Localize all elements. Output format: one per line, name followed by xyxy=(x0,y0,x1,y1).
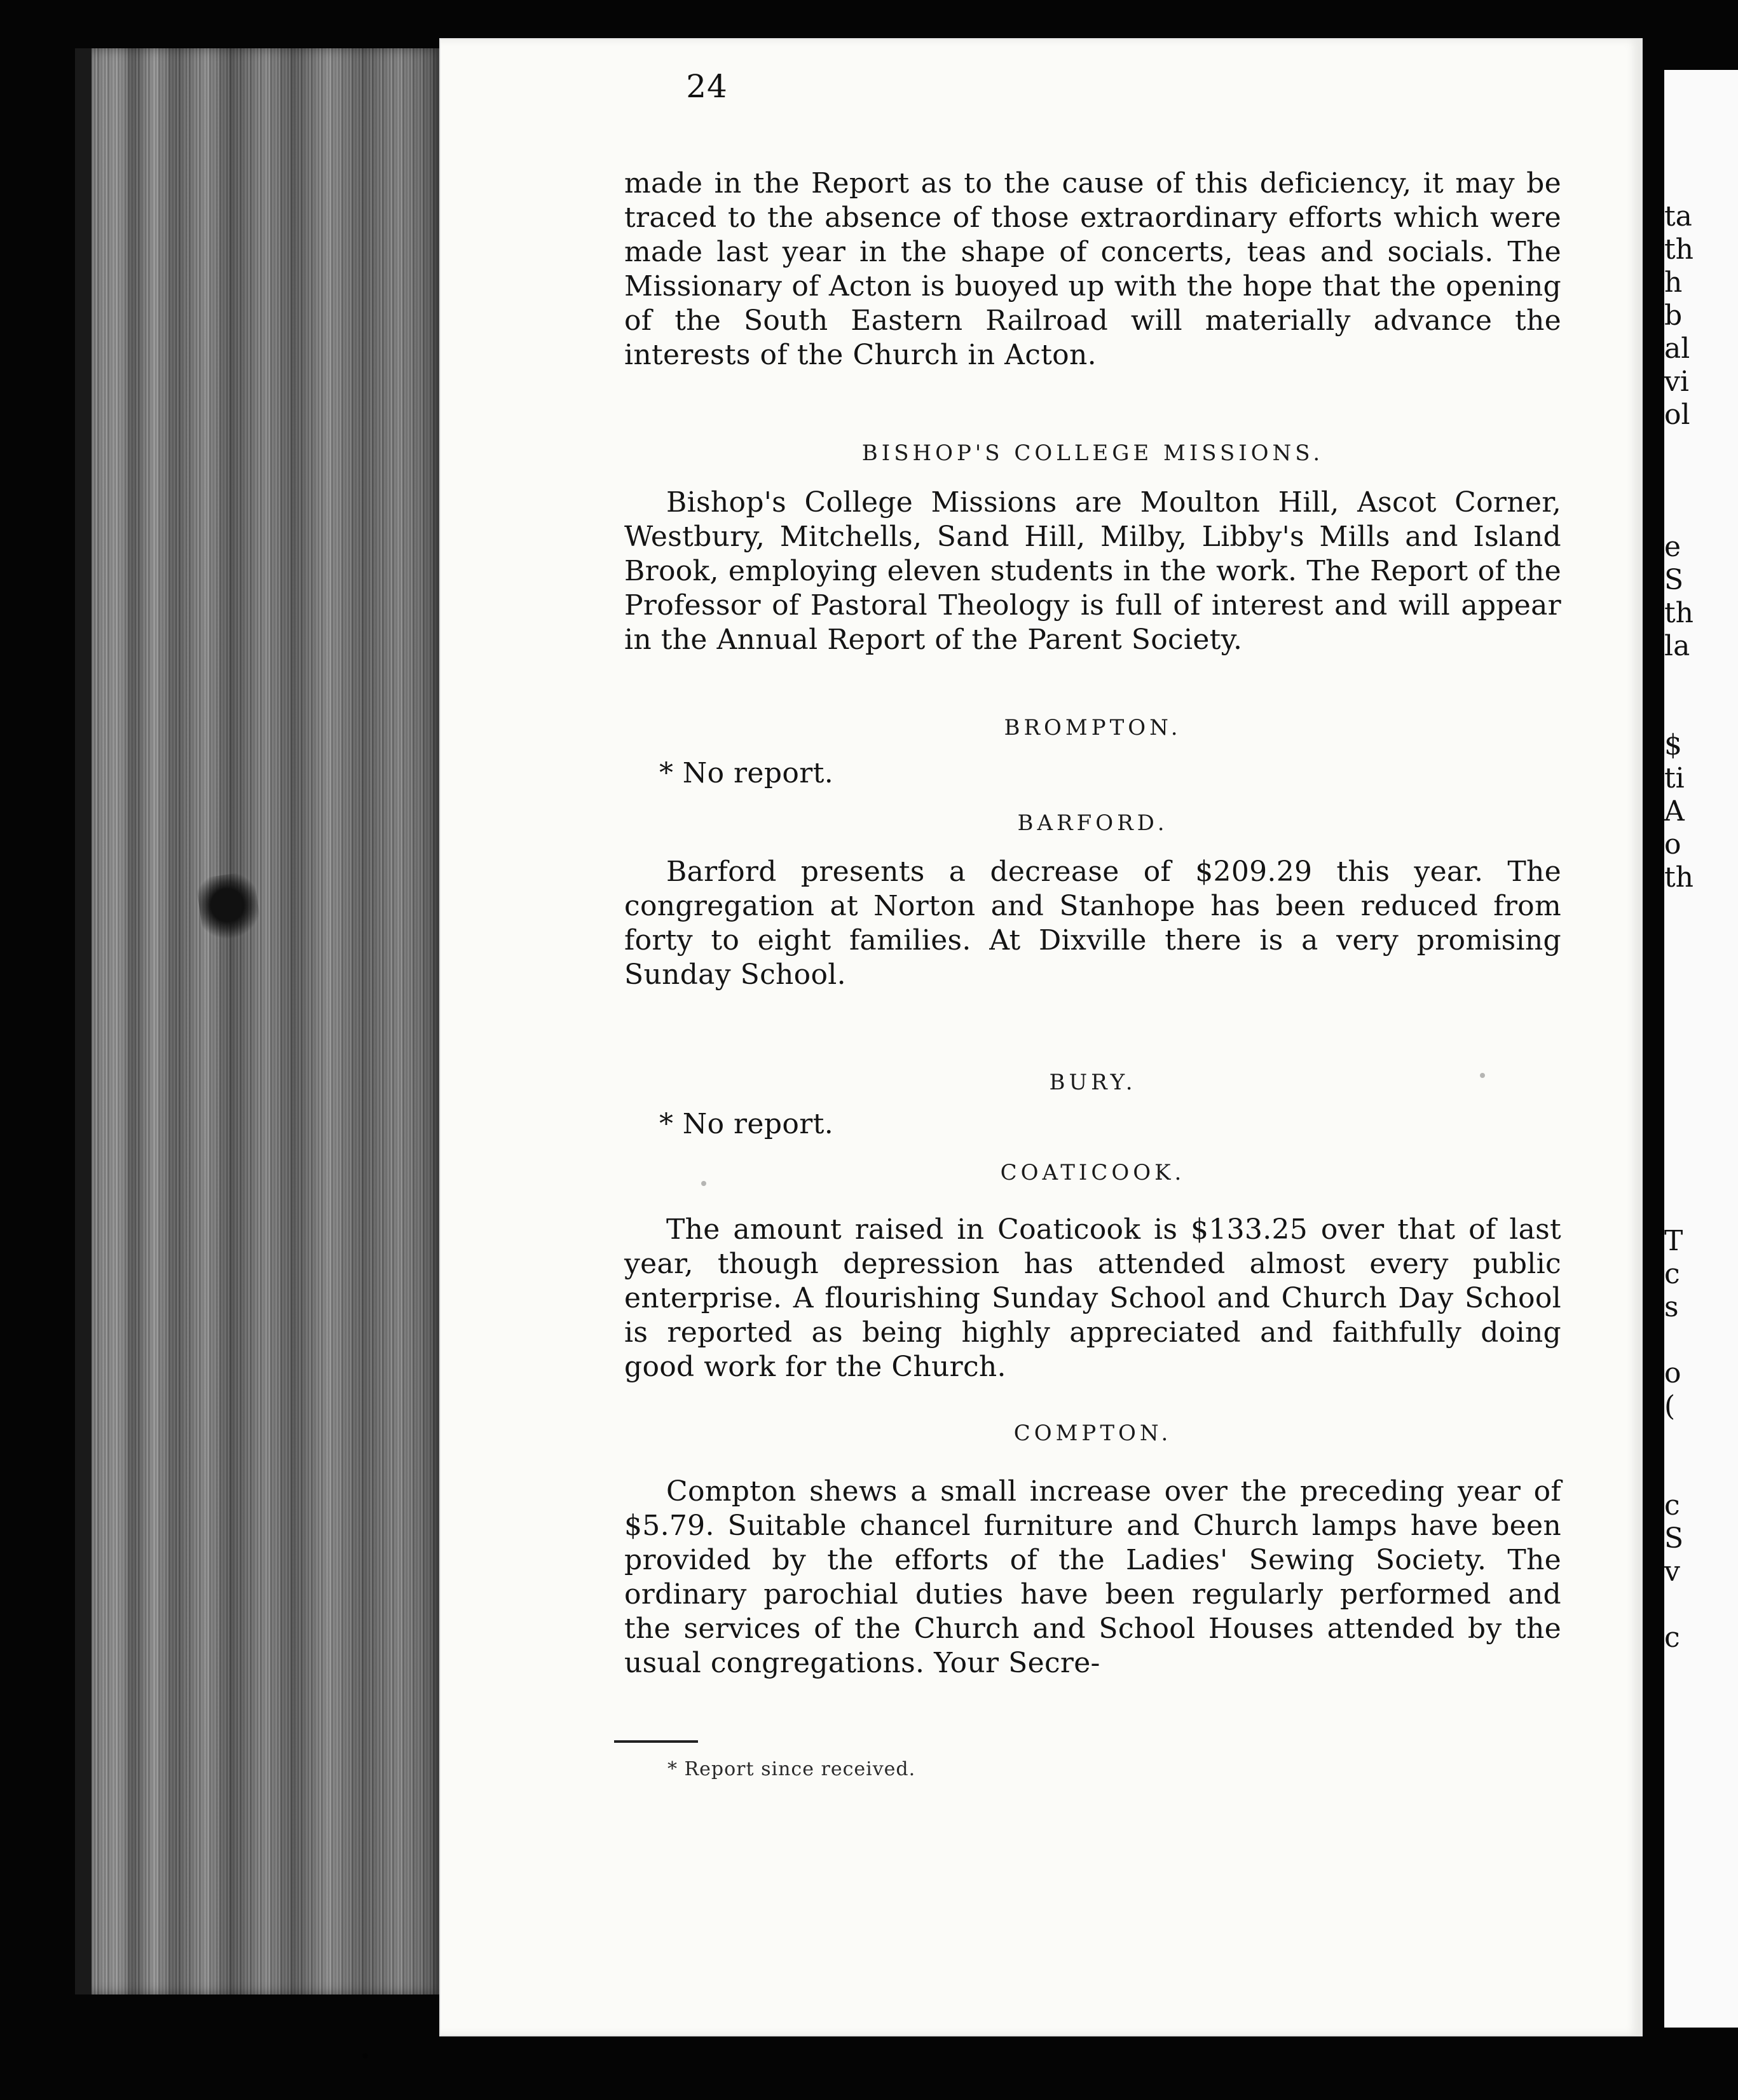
section-heading-barford: BARFORD. xyxy=(1017,810,1168,836)
adjacent-page-text-fragments: ta th h b al vi ol e S th la $ ti A o th T c s o ( c S v c xyxy=(1664,200,1694,1654)
brompton-note: * No report. xyxy=(659,757,834,789)
page-number: 24 xyxy=(686,68,728,105)
acton-continuation-paragraph: made in the Report as to the cause of this deficiency, it may be traced to the absence of those extraordinary efforts which were made last year in the shape of concerts, teas and socials. The Missionary of Acton is buoyed up with the hope that the opening of the South Eastern Railroad will materially advance the interests of the Church in Acton. xyxy=(624,167,1561,371)
footnote: * Report since received. xyxy=(667,1758,916,1780)
compton-paragraph: Compton shews a small increase over the preceding year of $5.79. Suitable chancel furniture and Church lamps have been provided by the efforts of the Ladies' Sewing Society. The ordinary parochial duties have been regularly performed and the services of the Church and School Houses attended by the usual congregations. Your Secre- xyxy=(624,1475,1561,1679)
section-heading-coaticook: COATICOOK. xyxy=(1000,1160,1186,1185)
bury-note: * No report. xyxy=(659,1108,834,1140)
section-heading-bishops-college-missions: BISHOP'S COLLEGE MISSIONS. xyxy=(861,440,1324,466)
section-heading-compton: COMPTON. xyxy=(1013,1421,1172,1446)
scan-speck xyxy=(1480,1073,1485,1078)
section-heading-bury: BURY. xyxy=(1049,1070,1137,1095)
scan-speck xyxy=(362,2053,368,2059)
bishops-college-missions-paragraph: Bishop's College Missions are Moulton Hill, Ascot Corner, Westbury, Mitchells, Sand Hill, Milby, Libby's Mills and Island Brook, employing eleven students in the work. The Report of the Professor of Pastoral Theology is full of interest and will appear in the Annual Report of the Parent Society. xyxy=(624,486,1561,656)
scan-speck xyxy=(701,1181,706,1186)
section-heading-brompton: BROMPTON. xyxy=(1004,715,1182,740)
page-body xyxy=(624,167,1561,1743)
footnote-rule xyxy=(614,1740,698,1743)
barford-paragraph: Barford presents a decrease of $209.29 this year. The congregation at Norton and Stanhope has been reduced from forty to eight families. At Dixville there is a very promising Sunday School. xyxy=(624,856,1561,991)
adjacent-page-fragment xyxy=(1664,70,1738,2028)
book-fore-edge xyxy=(75,48,441,1994)
coaticook-paragraph: The amount raised in Coaticook is $133.25 over that of last year, though depression has attended almost every public enterprise. A flourishing Sunday School and Church Day School is reported as being highly appreciated and faithfully doing good work for the Church. xyxy=(624,1213,1561,1383)
